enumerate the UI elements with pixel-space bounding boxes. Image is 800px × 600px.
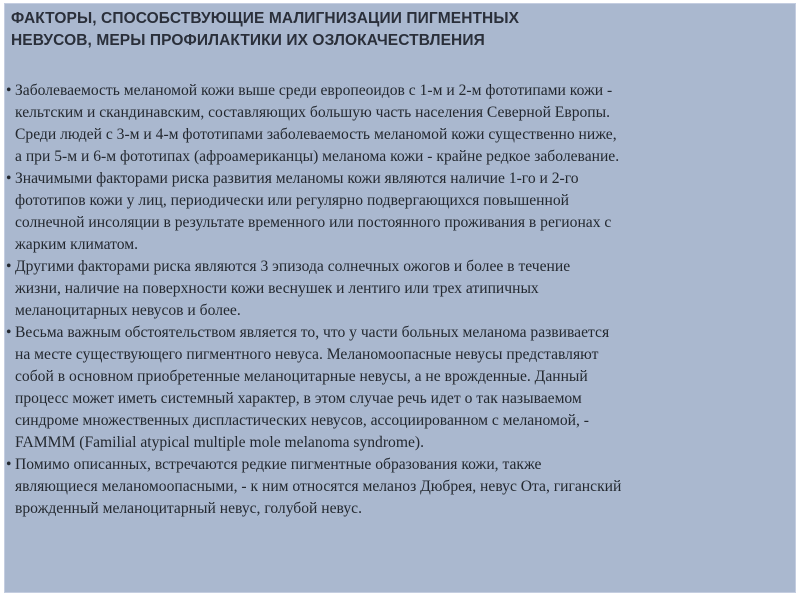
bullet-item-rare-pigmented-lesions: [5, 454, 795, 520]
paragraph-line: жизни, наличие на поверхности кожи веснушек и лентиго или трех атипичных: [15, 280, 539, 297]
paragraph-line: являющиеся меланомоопасными, - к ним относятся меланоз Дюбрея, невус Ота, гиганский: [15, 478, 622, 495]
bullet-item-melanoma-incidence: [5, 80, 795, 168]
paragraph-line: врожденный меланоцитарный невус, голубой невус.: [15, 500, 362, 517]
bullet-item-risk-factors-phototype: [5, 168, 795, 256]
paragraph-line: Заболеваемость меланомой кожи выше среди европеоидов с 1-м и 2-м фототипами кожи -: [15, 82, 613, 99]
paragraph-line: Другими факторами риска являются 3 эпизода солнечных ожогов и более в течение: [15, 258, 571, 275]
bullet-item-other-risk-factors: [5, 256, 795, 322]
paragraph-line: а при 5-м и 6-м фототипах (афроамериканцы) меланома кожи - крайне редкое заболевание.: [15, 148, 620, 165]
paragraph-line: собой в основном приобретенные меланоцитарные невусы, а не врожденные. Данный: [15, 368, 588, 385]
paragraph-line: FAMMM (Familial atypical multiple mole melanoma syndrome).: [15, 434, 424, 451]
slide-title: [11, 8, 771, 52]
paragraph-line: солнечной инсоляции в результате временного или постоянного проживания в регионах с: [15, 214, 612, 231]
paragraph-line: фототипов кожи у лиц, периодически или регулярно подвергающихся повышенной: [15, 192, 569, 209]
bullet-icon: •: [6, 456, 12, 473]
bullet-icon: •: [6, 82, 12, 99]
bullet-list: [5, 80, 795, 520]
slide-title-line: ФАКТОРЫ, СПОСОБСТВУЮЩИЕ МАЛИГНИЗАЦИИ ПИГМЕНТНЫХ: [11, 10, 520, 27]
paragraph-line: Значимыми факторами риска развития меланомы кожи являются наличие 1-го и 2-го: [15, 170, 579, 187]
paragraph-line: меланоцитарных невусов и более.: [15, 302, 241, 319]
slide-title-line: НЕВУСОВ, МЕРЫ ПРОФИЛАКТИКИ ИХ ОЗЛОКАЧЕСТВЛЕНИЯ: [11, 32, 485, 49]
paragraph-line: процесс может иметь системный характер, в этом случае речь идет о так называемом: [15, 390, 582, 407]
paragraph-line: кельтским и скандинавским, составляющих большую часть населения Северной Европы.: [15, 104, 611, 121]
paragraph-line: Весьма важным обстоятельством является то, что у части больных меланома развивается: [15, 324, 610, 341]
bullet-icon: •: [6, 170, 12, 187]
paragraph-line: на месте существующего пигментного невуса. Меланомоопасные невусы представляют: [15, 346, 599, 363]
paragraph-line: Помимо описанных, встречаются редкие пигментные образования кожи, также: [15, 456, 542, 473]
content-panel: [4, 3, 796, 593]
paragraph-line: Среди людей с 3-м и 4-м фототипами заболеваемость меланомой кожи существенно ниже,: [15, 126, 617, 143]
paragraph-line: синдроме множественных диспластических невусов, ассоциированном с меланомой, -: [15, 412, 589, 429]
bullet-icon: •: [6, 324, 12, 341]
paragraph-line: жарким климатом.: [15, 236, 139, 253]
bullet-icon: •: [6, 258, 12, 275]
bullet-item-nevus-origin: [5, 322, 795, 454]
